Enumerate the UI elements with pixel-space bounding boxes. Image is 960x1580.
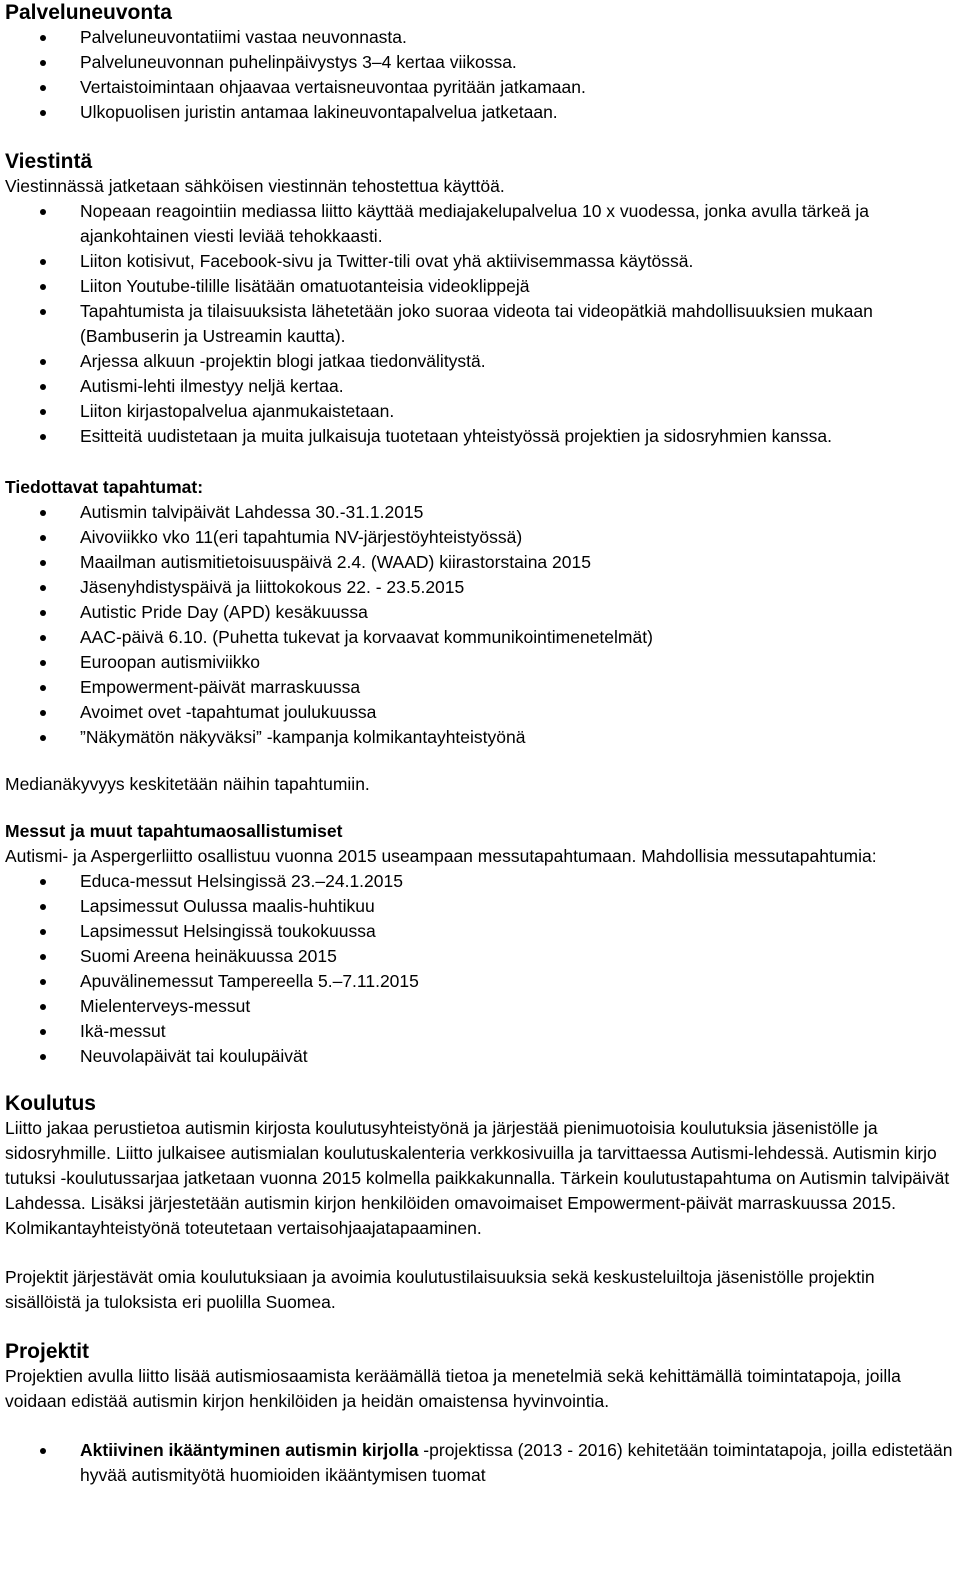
list-item: Avoimet ovet -tapahtumat joulukuussa: [5, 700, 955, 725]
section-title-palveluneuvonta: Palveluneuvonta: [5, 1, 172, 24]
bullet-icon: [40, 954, 46, 960]
project-name: Aktiivinen ikääntyminen autismin kirjolla: [80, 1440, 419, 1460]
bullet-icon: [40, 309, 46, 315]
list-item: Autistic Pride Day (APD) kesäkuussa: [5, 600, 955, 625]
list-item: Lapsimessut Helsingissä toukokuussa: [5, 919, 955, 944]
list-item: Arjessa alkuun -projektin blogi jatkaa tiedonvälitystä.: [5, 349, 955, 374]
list-item: Ulkopuolisen juristin antamaa lakineuvontapalvelua jatketaan.: [5, 100, 955, 125]
bullet-icon: [40, 1054, 46, 1060]
messut-list: [5, 869, 955, 1069]
list-item: Apuvälinemessut Tampereella 5.–7.11.2015: [5, 969, 955, 994]
list-item: Ikä-messut: [5, 1019, 955, 1044]
list-item: Lapsimessut Oulussa maalis-huhtikuu: [5, 894, 955, 919]
list-item: Educa-messut Helsingissä 23.–24.1.2015: [5, 869, 955, 894]
list-item: Autismin talvipäivät Lahdessa 30.-31.1.2015: [5, 500, 955, 525]
bullet-icon: [40, 585, 46, 591]
list-item: Jäsenyhdistyspäivä ja liittokokous 22. - 23.5.2015: [5, 575, 955, 600]
list-item: Euroopan autismiviikko: [5, 650, 955, 675]
document-page: [5, 0, 955, 1488]
list-item: Palveluneuvonnan puhelinpäivystys 3–4 kertaa viikossa.: [5, 50, 955, 75]
bullet-icon: [40, 110, 46, 116]
tapahtumat-list: [5, 500, 955, 750]
bullet-icon: [40, 1448, 46, 1454]
list-item: AAC-päivä 6.10. (Puhetta tukevat ja korvaavat kommunikointimenetelmät): [5, 625, 955, 650]
list-item: Aivoviikko vko 11(eri tapahtumia NV-järjestöyhteistyössä): [5, 525, 955, 550]
tapahtumat-note: Medianäkyvyys keskitetään näihin tapahtumiin.: [5, 774, 370, 794]
section-title-projektit: Projektit: [5, 1340, 90, 1363]
section-title-koulutus: Koulutus: [5, 1092, 96, 1115]
koulutus-paragraph-1: Liitto jakaa perustietoa autismin kirjosta koulutusyhteistyönä ja järjestää pienimuotoisia koulutuksia jäsenistölle ja sidosryhmille. Liitto julkaisee autismialan koulutuskalenteria verkkosivuilla ja tarvittaessa Autismi-lehdessä. Autismin kirjo tutuksi -koulutussarjaa jatketaan vuonna 2015 kolmella paikkakunnalla. Tärkein koulutustapahtuma on Autismin talvipäivät Lahdessa. Lisäksi järjestetään autismin kirjon henkilöiden omavoimaiset Empowerment-päivät marraskuussa 2015. Kolmikantayhteistyönä toteutetaan vertaisohjaajatapaaminen.: [5, 1118, 950, 1238]
list-item: Vertaistoimintaan ohjaavaa vertaisneuvontaa pyritään jatkamaan.: [5, 75, 955, 100]
bullet-icon: [40, 685, 46, 691]
bullet-icon: [40, 535, 46, 541]
list-item: Palveluneuvontatiimi vastaa neuvonnasta.: [5, 25, 955, 50]
bullet-icon: [40, 735, 46, 741]
palveluneuvonta-list: [5, 25, 955, 125]
list-item: Neuvolapäivät tai koulupäivät: [5, 1044, 955, 1069]
bullet-icon: [40, 904, 46, 910]
list-item: Empowerment-päivät marraskuussa: [5, 675, 955, 700]
projektit-list: [5, 1438, 955, 1488]
section-title-messut: Messut ja muut tapahtumaosallistumiset: [5, 821, 343, 841]
bullet-icon: [40, 35, 46, 41]
bullet-icon: [40, 510, 46, 516]
projektit-intro: Projektien avulla liitto lisää autismiosaamista keräämällä tietoa ja menetelmiä sekä kehittämällä toimintatapoja, joilla voidaan edistää autismin kirjon henkilöiden ja heidän omaistensa hyvinvointia.: [5, 1366, 901, 1411]
bullet-icon: [40, 1004, 46, 1010]
list-item: Mielenterveys-messut: [5, 994, 955, 1019]
list-item: Maailman autismitietoisuuspäivä 2.4. (WAAD) kiirastorstaina 2015: [5, 550, 955, 575]
bullet-icon: [40, 259, 46, 265]
bullet-icon: [40, 879, 46, 885]
bullet-icon: [40, 384, 46, 390]
list-item: Esitteitä uudistetaan ja muita julkaisuja tuotetaan yhteistyössä projektien ja sidosryhmien kanssa.: [5, 424, 955, 449]
list-item: Liiton Youtube-tilille lisätään omatuotanteisia videoklippejä: [5, 274, 955, 299]
list-item: [5, 1438, 955, 1488]
list-item: Liiton kirjastopalvelua ajanmukaistetaan.: [5, 399, 955, 424]
list-item: Liiton kotisivut, Facebook-sivu ja Twitter-tili ovat yhä aktiivisemmassa käytössä.: [5, 249, 955, 274]
bullet-icon: [40, 209, 46, 215]
koulutus-paragraph-2: Projektit järjestävät omia koulutuksiaan ja avoimia koulutustilaisuuksia sekä keskusteluiltoja jäsenistölle projektin sisällöistä ja tuloksista eri puolilla Suomea.: [5, 1267, 875, 1312]
list-item: Autismi-lehti ilmestyy neljä kertaa.: [5, 374, 955, 399]
list-item: Tapahtumista ja tilaisuuksista lähetetään joko suoraa videota tai videopätkiä mahdollisuuksien mukaan (Bambuserin ja Ustreamin kautta).: [5, 299, 955, 349]
bullet-icon: [40, 60, 46, 66]
bullet-icon: [40, 635, 46, 641]
list-item: Nopeaan reagointiin mediassa liitto käyttää mediajakelupalvelua 10 x vuodessa, jonka avulla tärkeä ja ajankohtainen viesti leviää tehokkaasti.: [5, 199, 955, 249]
bullet-icon: [40, 560, 46, 566]
bullet-icon: [40, 710, 46, 716]
bullet-icon: [40, 434, 46, 440]
list-item: ”Näkymätön näkyväksi” -kampanja kolmikantayhteistyönä: [5, 725, 955, 750]
bullet-icon: [40, 979, 46, 985]
viestinta-intro: Viestinnässä jatketaan sähköisen viestinnän tehostettua käyttöä.: [5, 176, 505, 196]
bullet-icon: [40, 85, 46, 91]
bullet-icon: [40, 660, 46, 666]
list-item: Suomi Areena heinäkuussa 2015: [5, 944, 955, 969]
bullet-icon: [40, 409, 46, 415]
project-description: -projektissa (2013 - 2016) kehitetään toimintatapoja, joilla edistetään hyvää autismityötä huomioiden ikääntymisen tuomat: [80, 1440, 953, 1485]
bullet-icon: [40, 929, 46, 935]
section-title-tapahtumat: Tiedottavat tapahtumat:: [5, 477, 204, 497]
section-title-viestinta: Viestintä: [5, 150, 93, 173]
bullet-icon: [40, 359, 46, 365]
bullet-icon: [40, 284, 46, 290]
bullet-icon: [40, 610, 46, 616]
messut-intro: Autismi- ja Aspergerliitto osallistuu vuonna 2015 useampaan messutapahtumaan. Mahdollisia messutapahtumia:: [5, 846, 877, 866]
bullet-icon: [40, 1029, 46, 1035]
viestinta-list: [5, 199, 955, 449]
